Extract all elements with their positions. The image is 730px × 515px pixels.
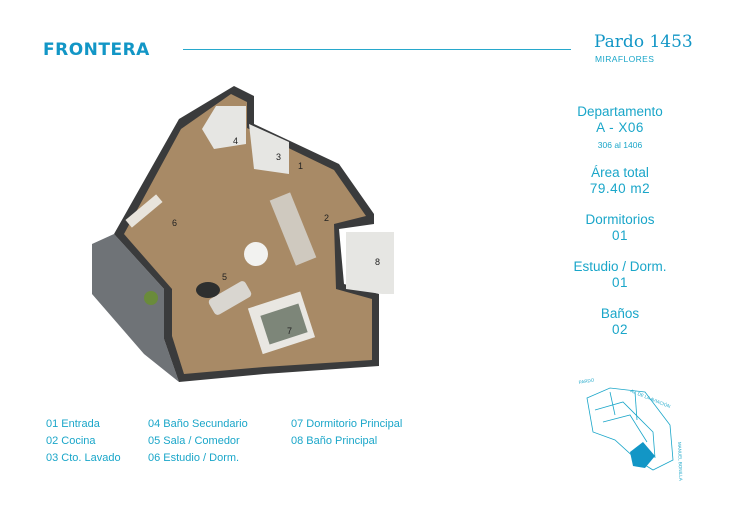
project-district: MIRAFLORES — [595, 54, 655, 64]
unit-code: A - X06 — [596, 120, 644, 135]
coffee-table — [196, 282, 220, 298]
location-keymap — [575, 370, 690, 485]
baths-label: Baños — [600, 306, 640, 321]
unit-specs — [545, 104, 695, 353]
unit-floors: 306 al 1406 — [597, 140, 643, 150]
legend-item: 05 Sala / Comedor — [148, 435, 240, 447]
area-value: 79.40 m2 — [589, 181, 651, 196]
room-number-1: 1 — [298, 161, 304, 171]
room-number-8: 8 — [375, 257, 381, 267]
room-number-5: 5 — [222, 272, 228, 282]
brand-logo: FRONTERA — [43, 40, 150, 60]
legend-column-1 — [46, 416, 121, 467]
area-block — [545, 165, 695, 197]
legend-item: 01 Entrada — [46, 418, 100, 430]
legend-column-3 — [291, 416, 402, 450]
keymap-street-pardo: PARDO — [578, 377, 595, 385]
legend-item: 03 Cto. Lavado — [46, 452, 121, 464]
bedrooms-value: 01 — [611, 228, 629, 243]
floor-plan — [84, 84, 394, 389]
study-label: Estudio / Dorm. — [573, 259, 667, 274]
keymap-street-bonilla: MANUEL BONILLA — [677, 441, 684, 481]
legend-item: 02 Cocina — [46, 435, 96, 447]
legend-item: 08 Baño Principal — [291, 435, 378, 447]
legend-item: 06 Estudio / Dorm. — [148, 452, 240, 464]
keymap-inner-line — [635, 392, 637, 420]
baths-value: 02 — [611, 322, 629, 337]
keymap-inner-line — [610, 392, 615, 415]
room-number-6: 6 — [172, 218, 178, 228]
project-title: Pardo 1453 — [594, 32, 693, 52]
room-number-7: 7 — [287, 326, 293, 336]
room-number-2: 2 — [324, 213, 330, 223]
bedrooms-block — [545, 212, 695, 244]
legend-item: 04 Baño Secundario — [148, 418, 248, 430]
keymap-unit-highlight — [630, 442, 655, 468]
area-label: Área total — [591, 165, 649, 180]
study-block — [545, 259, 695, 291]
unit-label: Departamento — [577, 104, 663, 119]
keymap-street-aviacion: AV. DE LA AVIACIÓN — [629, 388, 672, 409]
room-number-3: 3 — [276, 152, 282, 162]
legend-item: 07 Dormitorio Principal — [291, 418, 403, 430]
dining-table — [244, 242, 268, 266]
legend-column-2 — [148, 416, 248, 467]
room-number-4: 4 — [233, 136, 239, 146]
header-rule — [183, 49, 571, 50]
baths-block — [545, 306, 695, 338]
bedrooms-label: Dormitorios — [585, 212, 655, 227]
unit-block — [545, 104, 695, 150]
floor-bath-8 — [346, 232, 394, 294]
plant — [144, 291, 158, 305]
study-value: 01 — [611, 275, 629, 290]
